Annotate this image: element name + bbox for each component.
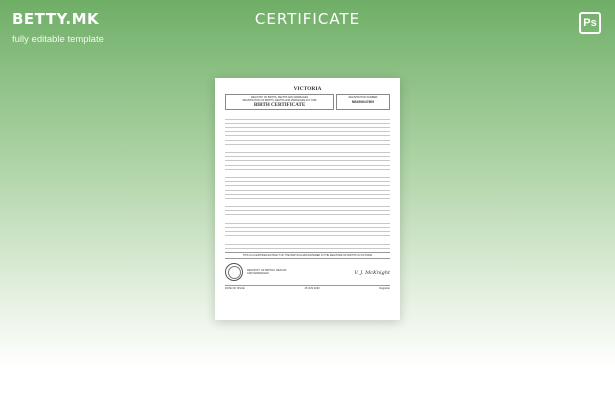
- form-line: [225, 245, 390, 249]
- date-value: 15 JUN 2020: [304, 287, 320, 291]
- doc-act-line: REGISTRATION OF BIRTHS, DEATHS AND MARRIAGES ACT 1996: [242, 99, 317, 102]
- doc-heading: BIRTH CERTIFICATE: [253, 103, 306, 108]
- photoshop-icon: Ps: [579, 12, 601, 34]
- reg-number-label: REGISTRATION NUMBER: [348, 96, 378, 99]
- form-line: [225, 166, 390, 170]
- seal-icon: [225, 263, 243, 281]
- reg-number: NB4506/47809: [351, 100, 375, 104]
- signature: V. J. McKnight: [354, 270, 390, 277]
- form-line: [225, 195, 390, 199]
- doc-header: [225, 94, 390, 110]
- date-label: DATE OF ISSUE: [225, 287, 245, 291]
- doc-particulars: [225, 113, 390, 249]
- page-title: CERTIFICATE: [254, 10, 361, 28]
- doc-registrar: REGISTRY OF BIRTHS, DEATHS AND MARRIAGES: [247, 269, 287, 276]
- certificate-preview: [215, 78, 400, 320]
- doc-notice: THIS IS A CERTIFIED EXTRACT OF THE PARTICULARS ENTERED IN THE REGISTER OF BIRTHS IN VICTORIA: [225, 252, 390, 259]
- brand-name: BETTY.MK: [12, 10, 100, 28]
- doc-state-title: VICTORIA: [293, 86, 322, 92]
- doc-authority: REGISTRY OF BIRTHS, DEATHS AND MARRIAGES: [251, 96, 308, 99]
- form-line: [225, 141, 390, 145]
- brand-tagline: fully editable template: [12, 34, 104, 45]
- form-line: [225, 211, 390, 215]
- registrar-title: Registrar: [379, 287, 390, 291]
- doc-footer: [225, 285, 390, 290]
- form-line: [225, 232, 390, 236]
